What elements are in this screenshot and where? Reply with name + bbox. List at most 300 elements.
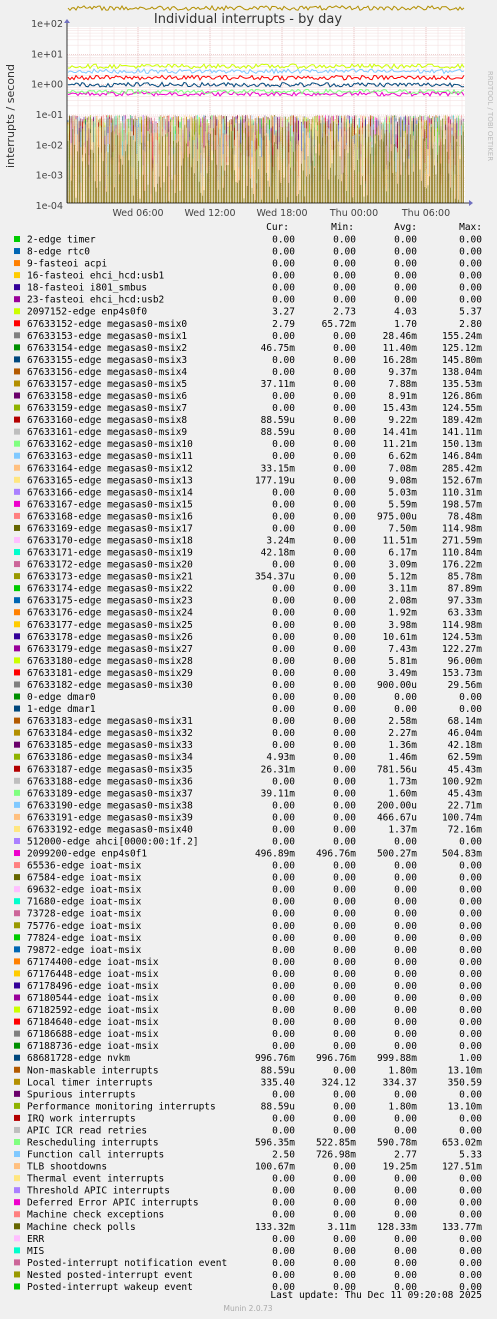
legend-value: 0.00: [459, 896, 482, 908]
legend-label: 67633167-edge megasas0-msix15: [27, 499, 193, 511]
legend-swatch: [14, 332, 20, 338]
legend-value: 0.00: [272, 1017, 295, 1029]
legend-value: 0.00: [459, 1005, 482, 1017]
legend-value: 0.00: [459, 993, 482, 1005]
legend-label: 67633179-edge megasas0-msix27: [27, 643, 193, 655]
legend-swatch: [14, 946, 20, 952]
legend-value: 0.00: [394, 1233, 417, 1245]
legend-value: 0.00: [333, 523, 356, 535]
legend-label: Posted-interrupt notification event: [27, 1257, 228, 1269]
legend-swatch: [14, 1019, 20, 1025]
legend-value: 1.80m: [388, 1101, 417, 1113]
legend-label: 67633184-edge megasas0-msix32: [27, 728, 193, 740]
y-tick-label: 1e+01: [31, 49, 63, 61]
legend-value: 0.00: [394, 860, 417, 872]
legend-label: 68681728-edge nvkm: [27, 1053, 130, 1065]
legend-label: 67633172-edge megasas0-msix20: [27, 559, 193, 571]
legend-label: 67633159-edge megasas0-msix7: [27, 403, 188, 415]
legend-value: 0.00: [459, 836, 482, 848]
legend-value: 0.00: [394, 1089, 417, 1101]
legend-value: 10.61m: [382, 631, 417, 643]
legend-value: 0.00: [333, 1257, 356, 1269]
legend-value: 0.00: [272, 330, 295, 342]
legend-swatch: [14, 585, 20, 591]
legend-swatch: [14, 1223, 20, 1229]
legend-value: 0.00: [272, 860, 295, 872]
chart-title: Individual interrupts - by day: [153, 12, 343, 27]
legend-swatch: [14, 694, 20, 700]
legend-value: 28.46m: [382, 330, 417, 342]
legend-value: 0.00: [394, 932, 417, 944]
legend-swatch: [14, 1247, 20, 1253]
legend-value: 0.00: [272, 1209, 295, 1221]
legend-value: 0.00: [333, 716, 356, 728]
legend-value: 975.00u: [376, 511, 417, 523]
legend-value: 0.00: [394, 872, 417, 884]
legend-value: 1.70: [394, 318, 417, 330]
legend-value: 0.00: [272, 1089, 295, 1101]
legend-value: 1.36m: [388, 740, 417, 752]
legend-value: 126.86m: [441, 391, 482, 403]
legend-value: 0.00: [272, 956, 295, 968]
legend-value: 133.77m: [441, 1221, 482, 1233]
legend-value: 2.08m: [388, 595, 417, 607]
legend-value: 3.24m: [266, 535, 295, 547]
legend-value: 0.00: [394, 234, 417, 246]
legend-value: 145.80m: [441, 354, 482, 366]
legend-value: 0.00: [459, 1245, 482, 1257]
legend-value: 0.00: [333, 246, 356, 258]
legend-value: 0.00: [333, 872, 356, 884]
legend-value: 0.00: [333, 282, 356, 294]
legend-value: 0.00: [272, 692, 295, 704]
legend-header: Min:: [331, 222, 354, 233]
legend-value: 2.50: [272, 1149, 295, 1161]
x-tick-label: Wed 18:00: [256, 208, 308, 219]
legend-label: Local timer interrupts: [27, 1077, 153, 1089]
legend-value: 3.11m: [327, 1221, 356, 1233]
legend-value: 0.00: [333, 258, 356, 270]
legend-value: 45.43m: [447, 764, 482, 776]
legend-value: 7.50m: [388, 523, 417, 535]
y-tick-label: 1e-04: [35, 201, 63, 213]
legend-label: 67633155-edge megasas0-msix3: [27, 354, 188, 366]
legend-value: 1.73m: [388, 776, 417, 788]
legend-value: 334.37: [382, 1077, 417, 1089]
legend-value: 29.56m: [447, 679, 482, 691]
legend-value: 0.00: [272, 1233, 295, 1245]
legend-label: IRQ work interrupts: [27, 1113, 136, 1125]
legend-value: 1.46m: [388, 752, 417, 764]
legend-value: 0.00: [333, 1041, 356, 1053]
y-tick-label: 1e-01: [35, 110, 63, 121]
legend-value: 0.00: [333, 764, 356, 776]
legend-value: 122.27m: [441, 643, 482, 655]
legend-value: 33.15m: [260, 463, 295, 475]
legend-swatch: [14, 1103, 20, 1109]
legend-value: 11.21m: [382, 439, 417, 451]
legend-swatch: [14, 681, 20, 687]
legend-value: 100.92m: [441, 776, 482, 788]
legend-value: 0.00: [272, 968, 295, 980]
legend-swatch: [14, 1259, 20, 1265]
legend-value: 0.00: [272, 1029, 295, 1041]
legend-label: Nested posted-interrupt event: [27, 1269, 193, 1281]
legend-swatch: [14, 802, 20, 808]
legend-value: 3.27: [272, 306, 295, 318]
legend-value: 5.12m: [388, 571, 417, 583]
legend-value: 0.00: [394, 258, 417, 270]
legend-value: 726.98m: [315, 1149, 356, 1161]
legend-value: 0.00: [394, 896, 417, 908]
legend-value: 1.60m: [388, 788, 417, 800]
legend-value: 5.81m: [388, 655, 417, 667]
legend-label: 67633157-edge megasas0-msix5: [27, 378, 188, 390]
legend-value: 114.98m: [441, 523, 482, 535]
legend-value: 9.22m: [388, 415, 417, 427]
legend-swatch: [14, 429, 20, 435]
legend-swatch: [14, 368, 20, 374]
legend-value: 0.00: [333, 378, 356, 390]
legend-value: 2.80: [459, 318, 482, 330]
legend-value: 0.00: [272, 294, 295, 306]
legend-value: 65.72m: [321, 318, 356, 330]
legend-value: 0.00: [459, 956, 482, 968]
legend-value: 0.00: [394, 884, 417, 896]
legend-label: 67633188-edge megasas0-msix36: [27, 776, 193, 788]
legend-value: 350.59: [447, 1077, 482, 1089]
legend-swatch: [14, 1199, 20, 1205]
legend-value: 11.40m: [382, 342, 417, 354]
legend-value: 0.00: [272, 1197, 295, 1209]
legend-swatch: [14, 549, 20, 555]
legend-value: 0.00: [459, 704, 482, 716]
legend-value: 3.11m: [388, 583, 417, 595]
legend-header: Cur:: [266, 222, 289, 233]
legend-swatch: [14, 537, 20, 543]
legend-value: 0.00: [333, 956, 356, 968]
legend-label: Thermal event interrupts: [27, 1173, 165, 1185]
legend-value: 5.37: [459, 306, 482, 318]
legend-value: 0.00: [272, 836, 295, 848]
legend-value: 0.00: [394, 282, 417, 294]
legend-value: 0.00: [272, 583, 295, 595]
legend-value: 128.33m: [376, 1221, 417, 1233]
legend-swatch: [14, 356, 20, 362]
legend-swatch: [14, 1283, 20, 1289]
legend-value: 0.00: [272, 740, 295, 752]
legend-value: 0.00: [333, 547, 356, 559]
legend-swatch: [14, 1055, 20, 1061]
legend-label: Performance monitoring interrupts: [27, 1101, 216, 1113]
legend-label: 67633178-edge megasas0-msix26: [27, 631, 193, 643]
legend-label: Spurious interrupts: [27, 1089, 136, 1101]
legend-swatch: [14, 296, 20, 302]
legend-value: 0.00: [459, 1209, 482, 1221]
legend-value: 0.00: [394, 980, 417, 992]
legend-label: 67633176-edge megasas0-msix24: [27, 607, 193, 619]
legend-value: 504.83m: [441, 848, 482, 860]
legend-value: 0.00: [333, 571, 356, 583]
legend-value: 0.00: [333, 1113, 356, 1125]
legend-value: 97.33m: [447, 595, 482, 607]
legend-value: 63.33m: [447, 607, 482, 619]
legend-swatch: [14, 525, 20, 531]
legend-value: 0.00: [394, 1257, 417, 1269]
legend-label: 67633181-edge megasas0-msix29: [27, 667, 193, 679]
legend-label: 67633158-edge megasas0-msix6: [27, 391, 188, 403]
legend-value: 0.00: [272, 391, 295, 403]
legend-value: 7.88m: [388, 378, 417, 390]
legend-value: 271.59m: [441, 535, 482, 547]
legend-value: 0.00: [333, 583, 356, 595]
legend-value: 0.00: [333, 667, 356, 679]
legend-swatch: [14, 320, 20, 326]
legend-value: 11.51m: [382, 535, 417, 547]
legend-value: 0.00: [333, 366, 356, 378]
legend-value: 0.00: [394, 1113, 417, 1125]
legend-label: 16-fasteoi ehci_hcd:usb1: [27, 270, 165, 282]
legend-swatch: [14, 1211, 20, 1217]
legend-label: 67633156-edge megasas0-msix4: [27, 366, 188, 378]
legend-value: 0.00: [272, 643, 295, 655]
legend-value: 3.49m: [388, 667, 417, 679]
legend-label: 67633173-edge megasas0-msix21: [27, 571, 193, 583]
legend-value: 0.00: [333, 403, 356, 415]
legend-value: 0.00: [333, 1245, 356, 1257]
legend-label: 67633152-edge megasas0-msix0: [27, 318, 188, 330]
legend-value: 114.98m: [441, 619, 482, 631]
legend-value: 6.62m: [388, 451, 417, 463]
legend-value: 14.41m: [382, 427, 417, 439]
legend-label: 65536-edge ioat-msix: [27, 860, 142, 872]
legend-label: 0-edge dmar0: [27, 692, 96, 704]
legend-swatch: [14, 393, 20, 399]
legend-swatch: [14, 958, 20, 964]
legend-label: 67633180-edge megasas0-msix28: [27, 655, 193, 667]
legend-value: 0.00: [394, 836, 417, 848]
legend-swatch: [14, 248, 20, 254]
legend-value: 0.00: [272, 559, 295, 571]
legend-swatch: [14, 838, 20, 844]
legend-value: 5.59m: [388, 499, 417, 511]
legend-value: 0.00: [272, 728, 295, 740]
legend-swatch: [14, 380, 20, 386]
legend-value: 0.00: [333, 595, 356, 607]
legend-value: 200.00u: [376, 800, 417, 812]
legend-label: Rescheduling interrupts: [27, 1137, 159, 1149]
legend-value: 996.76m: [254, 1053, 295, 1065]
legend-value: 22.71m: [447, 800, 482, 812]
legend-value: 0.00: [459, 234, 482, 246]
legend-value: 189.42m: [441, 415, 482, 427]
legend-value: 0.00: [394, 1197, 417, 1209]
legend-value: 496.89m: [254, 848, 295, 860]
legend-value: 19.25m: [382, 1161, 417, 1173]
legend-swatch: [14, 1007, 20, 1013]
legend-value: 88.59u: [260, 1065, 295, 1077]
legend-value: 2.79: [272, 318, 295, 330]
legend-label: 67633154-edge megasas0-msix2: [27, 342, 188, 354]
legend-label: 67633153-edge megasas0-msix1: [27, 330, 188, 342]
legend-value: 150.13m: [441, 439, 482, 451]
legend-value: 0.00: [333, 788, 356, 800]
legend-value: 0.00: [333, 1089, 356, 1101]
legend-value: 0.00: [333, 692, 356, 704]
legend-label: 67633161-edge megasas0-msix9: [27, 427, 188, 439]
legend-swatch: [14, 573, 20, 579]
last-update: Last update: Thu Dec 11 09:20:08 2025: [270, 1290, 482, 1301]
legend-value: 88.59u: [260, 415, 295, 427]
legend-value: 0.00: [272, 523, 295, 535]
legend-value: 0.00: [459, 980, 482, 992]
legend-value: 2.27m: [388, 728, 417, 740]
legend-value: 0.00: [394, 993, 417, 1005]
legend-value: 0.00: [333, 415, 356, 427]
legend-value: 0.00: [272, 403, 295, 415]
legend-label: 67633182-edge megasas0-msix30: [27, 679, 193, 691]
legend-value: 0.00: [272, 366, 295, 378]
legend-label: 67182592-edge ioat-msix: [27, 1005, 159, 1017]
legend-value: 0.00: [272, 704, 295, 716]
legend-label: 67186688-edge ioat-msix: [27, 1029, 159, 1041]
legend-swatch: [14, 730, 20, 736]
legend-label: 2097152-edge enp4s0f0: [27, 306, 148, 318]
legend-value: 0.00: [272, 631, 295, 643]
legend-value: 0.00: [272, 824, 295, 836]
legend-value: 0.00: [333, 1269, 356, 1281]
legend-swatch: [14, 1235, 20, 1241]
legend-value: 0.00: [333, 1017, 356, 1029]
legend-value: 0.00: [333, 354, 356, 366]
legend-value: 88.59u: [260, 427, 295, 439]
legend-value: 0.00: [272, 932, 295, 944]
legend-value: 0.00: [272, 776, 295, 788]
legend-value: 0.00: [459, 968, 482, 980]
legend-value: 0.00: [333, 487, 356, 499]
legend-value: 0.00: [333, 1197, 356, 1209]
legend-label: 67176448-edge ioat-msix: [27, 968, 159, 980]
legend-swatch: [14, 1091, 20, 1097]
legend-swatch: [14, 814, 20, 820]
legend-value: 16.28m: [382, 354, 417, 366]
legend-swatch: [14, 754, 20, 760]
legend-value: 0.00: [272, 595, 295, 607]
legend-value: 155.24m: [441, 330, 482, 342]
legend-label: 67633174-edge megasas0-msix22: [27, 583, 193, 595]
legend-swatch: [14, 982, 20, 988]
legend-value: 0.00: [272, 282, 295, 294]
legend-value: 0.00: [272, 234, 295, 246]
legend-value: 0.00: [459, 1257, 482, 1269]
legend-label: 9-fasteoi acpi: [27, 258, 108, 270]
legend-label: 67633189-edge megasas0-msix37: [27, 788, 193, 800]
legend-label: Function call interrupts: [27, 1149, 165, 1161]
legend-value: 0.00: [394, 1041, 417, 1053]
legend-value: 0.00: [272, 1281, 295, 1293]
legend-swatch: [14, 561, 20, 567]
legend-swatch: [14, 1067, 20, 1073]
legend-value: 0.00: [333, 607, 356, 619]
legend-value: 0.00: [333, 451, 356, 463]
legend-value: 0.00: [333, 679, 356, 691]
legend-swatch: [14, 657, 20, 663]
legend-value: 590.78m: [376, 1137, 417, 1149]
legend-value: 37.11m: [260, 378, 295, 390]
legend-value: 0.00: [272, 607, 295, 619]
legend-value: 335.40: [260, 1077, 295, 1089]
legend-value: 5.03m: [388, 487, 417, 499]
legend-value: 45.43m: [447, 788, 482, 800]
legend-value: 0.00: [459, 1197, 482, 1209]
legend-value: 0.00: [394, 1125, 417, 1137]
rrdtool-credit: RRDTOOL / TOBI OETIKER: [486, 70, 494, 162]
legend-value: 0.00: [333, 944, 356, 956]
legend-label: Deferred Error APIC interrupts: [27, 1197, 199, 1209]
legend-value: 0.00: [333, 619, 356, 631]
legend-swatch: [14, 477, 20, 483]
legend-value: 0.00: [333, 1029, 356, 1041]
legend-value: 4.03: [394, 306, 417, 318]
legend-value: 0.00: [333, 1161, 356, 1173]
legend-value: 0.00: [272, 812, 295, 824]
legend-swatch: [14, 934, 20, 940]
legend-value: 7.43m: [388, 643, 417, 655]
legend-value: 0.00: [459, 1125, 482, 1137]
legend-value: 0.00: [459, 1233, 482, 1245]
legend-swatch: [14, 597, 20, 603]
legend-label: 67633169-edge megasas0-msix17: [27, 523, 193, 535]
legend-value: 46.04m: [447, 728, 482, 740]
legend-value: 0.00: [394, 1017, 417, 1029]
legend-label: 75776-edge ioat-msix: [27, 920, 142, 932]
x-tick-label: Thu 00:00: [329, 208, 379, 219]
legend-value: 0.00: [333, 704, 356, 716]
x-tick-label: Wed 12:00: [184, 208, 236, 219]
legend-value: 0.00: [272, 1125, 295, 1137]
legend-swatch: [14, 1271, 20, 1277]
legend-swatch: [14, 850, 20, 856]
legend-value: 0.00: [272, 1245, 295, 1257]
legend-value: 0.00: [459, 246, 482, 258]
legend-value: 87.89m: [447, 583, 482, 595]
legend-swatch: [14, 1127, 20, 1133]
legend-swatch: [14, 790, 20, 796]
legend-swatch: [14, 308, 20, 314]
legend-swatch: [14, 874, 20, 880]
legend-value: 3.98m: [388, 619, 417, 631]
legend-value: 0.00: [459, 1089, 482, 1101]
legend-value: 596.35m: [254, 1137, 295, 1149]
legend-value: 0.00: [333, 427, 356, 439]
legend-label: 67633190-edge megasas0-msix38: [27, 800, 193, 812]
legend-value: 0.00: [333, 1101, 356, 1113]
legend-label: 67633171-edge megasas0-msix19: [27, 547, 193, 559]
legend-value: 0.00: [272, 258, 295, 270]
legend-value: 0.00: [394, 294, 417, 306]
legend-value: 2.58m: [388, 716, 417, 728]
legend-value: 1.80m: [388, 1065, 417, 1077]
legend-swatch: [14, 669, 20, 675]
legend-value: 0.00: [333, 631, 356, 643]
legend-value: 9.37m: [388, 366, 417, 378]
legend-value: 100.67m: [254, 1161, 295, 1173]
legend-value: 0.00: [459, 872, 482, 884]
legend-swatch: [14, 1043, 20, 1049]
legend-value: 0.00: [394, 920, 417, 932]
munin-version: Munin 2.0.73: [223, 1304, 273, 1313]
legend-value: 0.00: [272, 944, 295, 956]
